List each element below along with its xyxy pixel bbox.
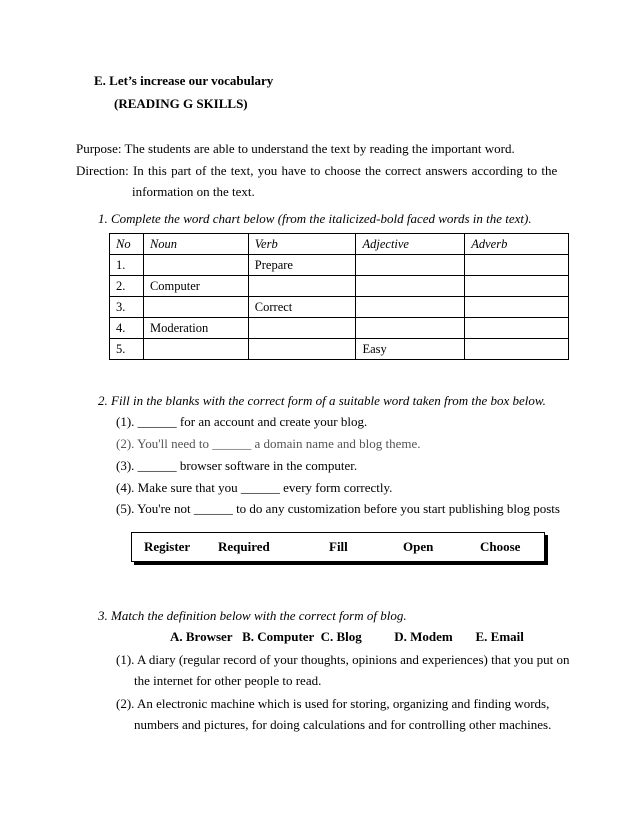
table-cell [465, 318, 569, 339]
fill-blank-item: (3). ______ browser software in the computer. [116, 458, 358, 473]
table-cell [356, 276, 465, 297]
table-cell: Prepare [248, 255, 356, 276]
word-bank-word: Required [218, 539, 270, 554]
task1-instruction: 1. Complete the word chart below (from the italicized-bold faced words in the text). [98, 211, 532, 226]
table-cell: 1. [110, 255, 144, 276]
fill-blank-item: (4). Make sure that you ______ every form correctly. [116, 480, 393, 495]
definition-item-cont: numbers and pictures, for doing calculations and for controlling other machines. [134, 717, 552, 732]
section-subheading: (READING G SKILLS) [114, 96, 248, 111]
word-bank-word: Register [144, 539, 191, 554]
table-cell: 2. [110, 276, 144, 297]
fill-blank-item: (2). You'll need to ______ a domain name and blog theme. [116, 436, 421, 451]
direction-text-cont: information on the text. [132, 184, 255, 199]
table-row [110, 276, 569, 297]
table-cell [356, 318, 465, 339]
matching-options: A. Browser B. Computer C. Blog D. Modem E. Email [170, 629, 524, 644]
table-cell: 3. [110, 297, 144, 318]
table-cell [248, 318, 356, 339]
purpose-text: Purpose: The students are able to understand the text by reading the important word. [76, 141, 515, 156]
table-cell: Computer [143, 276, 248, 297]
header-no: No [110, 234, 144, 255]
word-bank-word: Fill [329, 539, 348, 554]
table-cell [356, 297, 465, 318]
table-cell [248, 276, 356, 297]
word-bank-word: Choose [480, 539, 521, 554]
fill-blank-item: (1). ______ for an account and create your blog. [116, 414, 368, 429]
task3-instruction: 3. Match the definition below with the correct form of blog. [98, 608, 407, 623]
word-bank-box [131, 532, 545, 562]
table-row [110, 255, 569, 276]
word-bank-word: Open [403, 539, 434, 554]
table-cell [465, 339, 569, 360]
table-cell: 4. [110, 318, 144, 339]
table-cell [465, 297, 569, 318]
table-cell [248, 339, 356, 360]
table-row [110, 339, 569, 360]
table-cell [356, 255, 465, 276]
header-noun: Noun [143, 234, 248, 255]
table-cell [143, 297, 248, 318]
definition-item: (1). A diary (regular record of your thoughts, opinions and experiences) that you put on [116, 652, 570, 667]
table-cell: Correct [248, 297, 356, 318]
table-header-row [110, 234, 569, 255]
direction-text: Direction: In this part of the text, you have to choose the correct answers according to the [76, 163, 558, 178]
table-cell: 5. [110, 339, 144, 360]
table-cell [465, 255, 569, 276]
header-adjective: Adjective [356, 234, 465, 255]
fill-blank-item: (5). You're not ______ to do any customization before you start publishing blog posts [116, 501, 560, 516]
table-row [110, 318, 569, 339]
section-heading: E. Let’s increase our vocabulary [94, 73, 274, 88]
table-row [110, 297, 569, 318]
definition-item: (2). An electronic machine which is used for storing, organizing and finding words, [116, 696, 550, 711]
table-cell [143, 339, 248, 360]
definition-item-cont: the internet for other people to read. [134, 673, 322, 688]
table-cell: Moderation [143, 318, 248, 339]
word-chart-table [109, 233, 569, 360]
header-adverb: Adverb [465, 234, 569, 255]
table-cell: Easy [356, 339, 465, 360]
table-cell [465, 276, 569, 297]
task2-instruction: 2. Fill in the blanks with the correct form of a suitable word taken from the box below. [98, 393, 546, 408]
header-verb: Verb [248, 234, 356, 255]
table-cell [143, 255, 248, 276]
